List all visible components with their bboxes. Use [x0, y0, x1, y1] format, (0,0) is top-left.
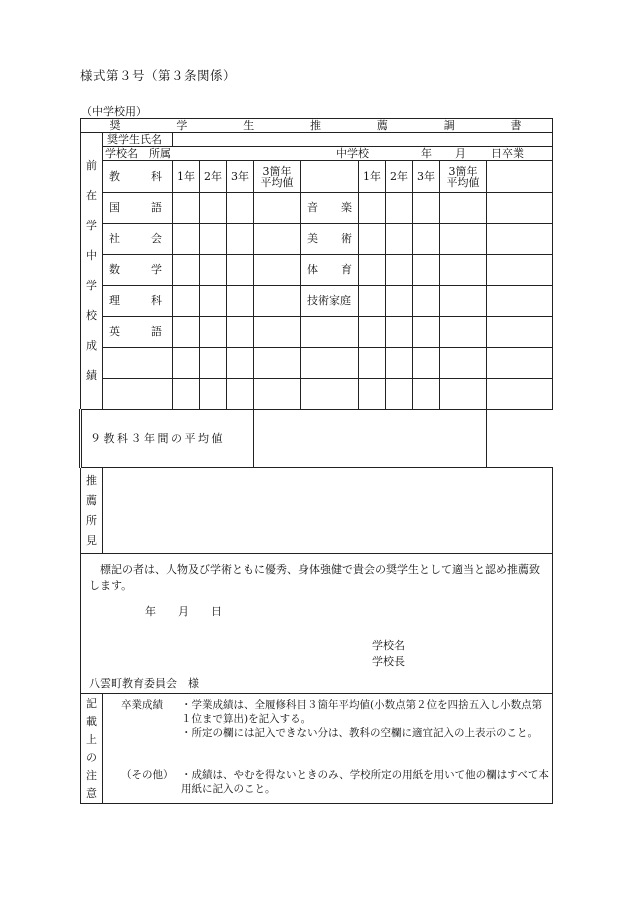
grade-cell[interactable] [200, 348, 227, 379]
school-suffix: 中学校 [336, 147, 369, 160]
grade-cell[interactable] [413, 224, 440, 255]
grade-cell[interactable] [227, 255, 254, 286]
addressee: 八雲町教育委員会 様 [89, 677, 199, 690]
subject-left[interactable] [103, 348, 173, 379]
grade-cell[interactable] [227, 348, 254, 379]
grade-cell[interactable] [386, 255, 413, 286]
grade-cell[interactable] [359, 224, 386, 255]
subject-left: 理 科 [103, 286, 173, 317]
col-subject-left: 教 科 [103, 161, 173, 193]
grade-cell[interactable] [386, 286, 413, 317]
grade-cell[interactable] [254, 255, 301, 286]
grade-cell[interactable] [487, 193, 553, 224]
note-category: 卒業成績 [121, 699, 163, 711]
subject-right: 音 楽 [301, 193, 359, 224]
subject-right: 美 術 [301, 224, 359, 255]
grade-cell[interactable] [386, 224, 413, 255]
grade-cell[interactable] [200, 379, 227, 410]
grade-cell[interactable] [413, 255, 440, 286]
col-year3-left: 3年 [227, 161, 254, 193]
grade-cell[interactable] [440, 379, 487, 410]
grade-cell[interactable] [254, 379, 301, 410]
grade-cell[interactable] [487, 379, 553, 410]
col-year1-left: 1年 [173, 161, 200, 193]
grade-cell[interactable] [200, 255, 227, 286]
grade-cell[interactable] [487, 255, 553, 286]
subject-right[interactable] [301, 348, 359, 379]
date-label: 年 月 日 [145, 605, 222, 618]
subject-left: 英 語 [103, 317, 173, 348]
grade-cell[interactable] [487, 348, 553, 379]
usage-label: （中学校用） [81, 105, 147, 118]
declaration-text: 標記の者は、人物及び学術ともに優秀、身体強健で貴会の奨学生として適当と認め推薦致します。 [89, 563, 540, 592]
grade-cell[interactable] [413, 348, 440, 379]
grade-cell[interactable] [173, 348, 200, 379]
grade-cell[interactable] [173, 317, 200, 348]
grade-cell[interactable] [173, 224, 200, 255]
notes-block [103, 694, 553, 804]
grade-cell[interactable] [359, 379, 386, 410]
grade-cell[interactable] [440, 286, 487, 317]
declaration-block [81, 554, 553, 694]
recommendation-form [79, 118, 553, 804]
grade-cell[interactable] [440, 193, 487, 224]
grade-cell[interactable] [440, 224, 487, 255]
col-year3-right: 3年 [413, 161, 440, 193]
subject-right[interactable] [301, 379, 359, 410]
subject-right: 体 育 [301, 255, 359, 286]
grade-cell[interactable] [487, 286, 553, 317]
grade-cell[interactable] [254, 224, 301, 255]
grade-cell[interactable] [413, 317, 440, 348]
grade-cell[interactable] [386, 348, 413, 379]
grade-cell[interactable] [227, 224, 254, 255]
grade-cell[interactable] [254, 348, 301, 379]
note-category: （その他） [121, 769, 174, 781]
grade-cell[interactable] [440, 348, 487, 379]
form-number: 様式第３号（第３条関係） [80, 68, 237, 83]
notes-label: 記 載 上 の 注 意 [81, 694, 103, 804]
year-label: 年 [421, 147, 432, 160]
note-item: ・学業成績は、全履修科目３箇年平均値(小数点第２位を四捨五入し小数点第１位まで算出)を記入する。 [181, 699, 543, 725]
grade-cell[interactable] [227, 286, 254, 317]
col-subject-right [301, 161, 359, 193]
grade-cell[interactable] [227, 193, 254, 224]
grade-cell[interactable] [359, 317, 386, 348]
grade-cell[interactable] [359, 255, 386, 286]
col-avg-right: 3箇年 平均値 [440, 161, 487, 193]
grade-cell[interactable] [386, 193, 413, 224]
note-item: ・成績は、やむを得ないときのみ、学校所定の用紙を用いて他の欄はすべて本用紙に記入のこと。 [181, 769, 549, 795]
nine-subject-average-value[interactable] [254, 410, 487, 468]
grade-cell[interactable] [413, 193, 440, 224]
grade-cell[interactable] [254, 317, 301, 348]
grade-cell[interactable] [359, 348, 386, 379]
extra-col [487, 161, 553, 193]
grades-section-label: 前 在 学 中 学 校 成 績 [81, 133, 103, 410]
student-name-field[interactable] [173, 133, 553, 147]
grade-cell[interactable] [413, 379, 440, 410]
grade-cell[interactable] [254, 193, 301, 224]
grade-cell[interactable] [200, 224, 227, 255]
grade-cell[interactable] [487, 224, 553, 255]
grade-cell[interactable] [487, 317, 553, 348]
subject-left: 国 語 [103, 193, 173, 224]
recommendation-field[interactable] [103, 468, 553, 554]
grade-cell[interactable] [413, 286, 440, 317]
form-title: 奨 学 生 推 薦 調 書 [81, 119, 553, 133]
grade-cell[interactable] [173, 379, 200, 410]
grade-cell[interactable] [386, 379, 413, 410]
grade-cell[interactable] [173, 286, 200, 317]
grade-cell[interactable] [227, 379, 254, 410]
school-row[interactable] [103, 147, 553, 161]
nine-subject-average-label: ９教科３年間の平均値 [81, 410, 254, 468]
school-label: 学校名 所属 [105, 147, 171, 160]
grade-cell[interactable] [254, 286, 301, 317]
col-year2-right: 2年 [386, 161, 413, 193]
school-name-label: 学校名 [372, 639, 405, 652]
grade-cell[interactable] [386, 317, 413, 348]
grade-cell[interactable] [359, 193, 386, 224]
col-avg-left: 3箇年 平均値 [254, 161, 301, 193]
col-year1-right: 1年 [359, 161, 386, 193]
grade-cell[interactable] [359, 286, 386, 317]
grade-cell[interactable] [440, 317, 487, 348]
grade-cell[interactable] [173, 193, 200, 224]
subject-right[interactable] [301, 317, 359, 348]
month-label: 月 [455, 147, 466, 160]
col-year2-left: 2年 [200, 161, 227, 193]
grade-cell[interactable] [200, 286, 227, 317]
grade-cell[interactable] [200, 317, 227, 348]
recommendation-label: 推 薦 所 見 [81, 468, 103, 554]
grade-cell[interactable] [200, 193, 227, 224]
grade-cell[interactable] [227, 317, 254, 348]
subject-left: 社 会 [103, 224, 173, 255]
graduation-label: 日卒業 [491, 147, 524, 160]
principal-label: 学校長 [372, 655, 405, 668]
note-item: ・所定の欄には記入できない分は、教科の空欄に適宜記入の上表示のこと。 [181, 727, 538, 739]
subject-left[interactable] [103, 379, 173, 410]
grade-cell[interactable] [173, 255, 200, 286]
grade-cell[interactable] [440, 255, 487, 286]
subject-right: 技術家庭 [301, 286, 359, 317]
subject-left: 数 学 [103, 255, 173, 286]
student-name-label: 奨学生氏名 [103, 133, 173, 147]
